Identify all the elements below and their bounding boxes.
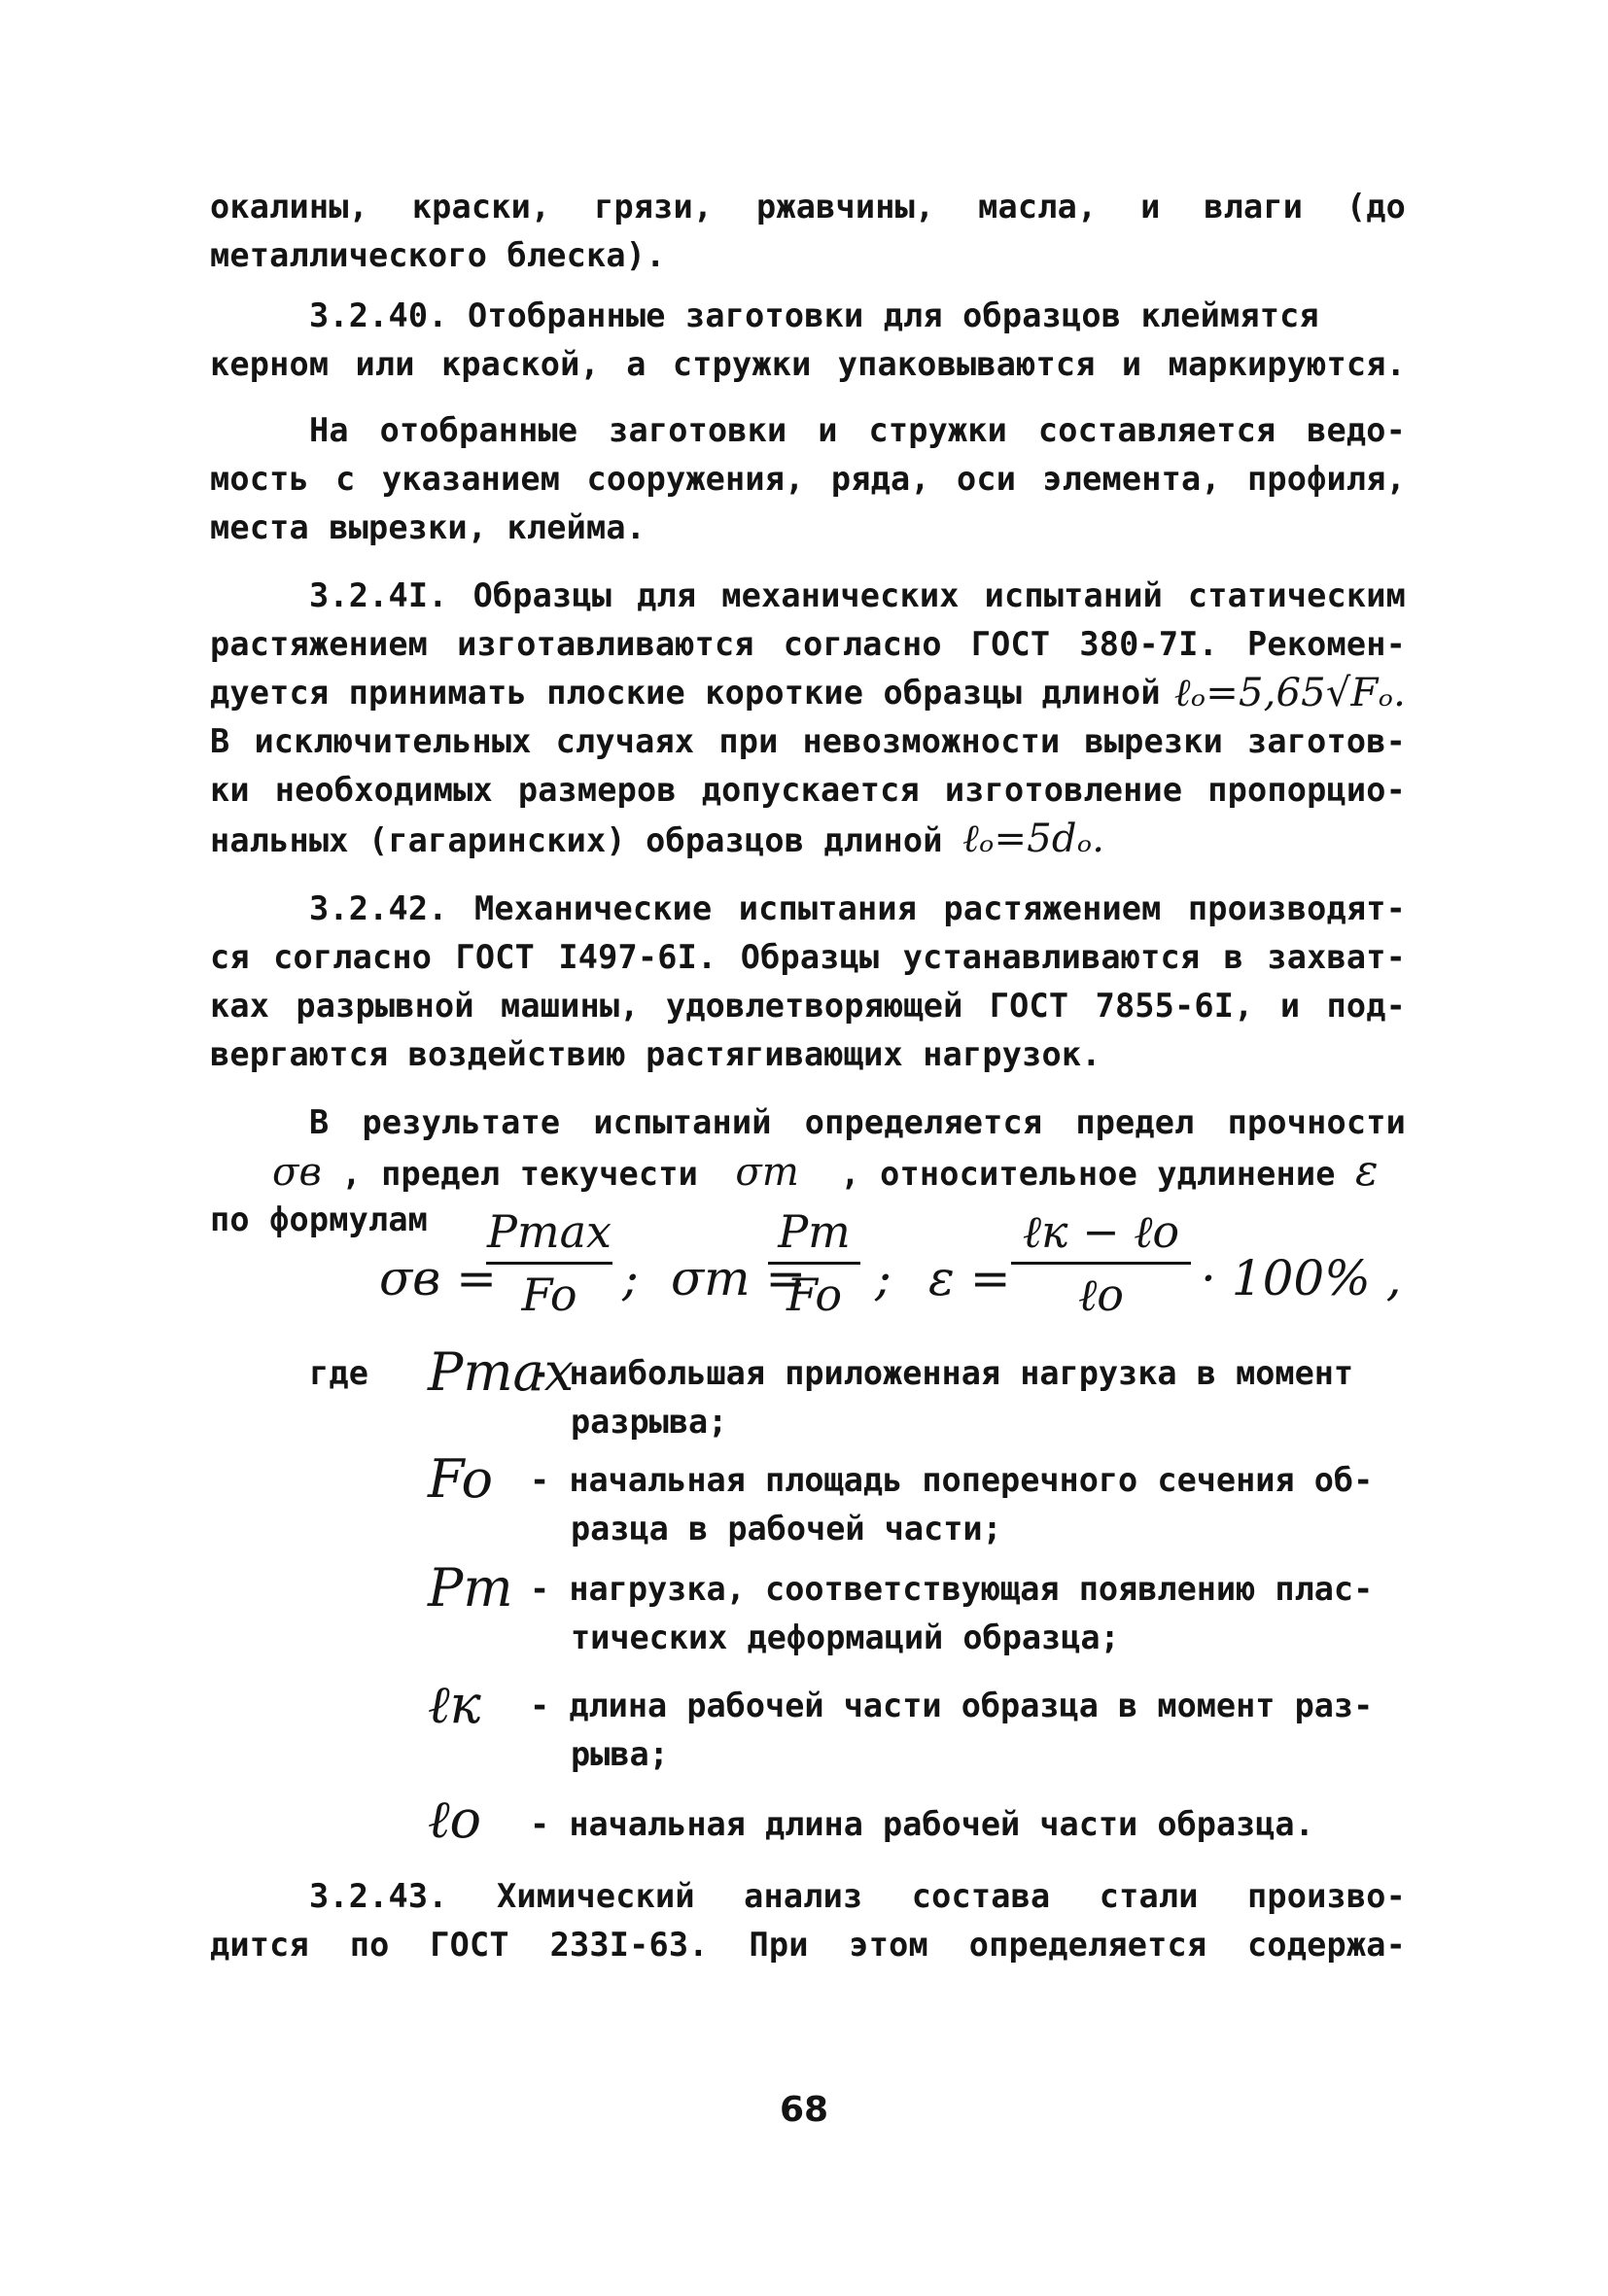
definition-l0: [530, 1800, 1405, 1849]
page-number: 68: [779, 2090, 829, 2130]
fraction-bar: [1011, 1262, 1191, 1265]
text-line: ки необходимых размеров допускается изготовление пропорцио-: [210, 771, 1406, 809]
section-3-2-43-line: 3.2.43. Химический анализ состава стали произво-: [309, 1877, 1406, 1915]
sigma-b-symbol: σв: [272, 1150, 322, 1195]
text-line: В результате испытаний определяется предел прочности: [309, 1103, 1406, 1141]
fraction-bar: [768, 1262, 860, 1265]
section-3-2-42-line: 3.2.42. Механические испытания растяжением производят-: [309, 889, 1406, 927]
text-fragment: , предел текучести: [341, 1155, 699, 1193]
fraction-elongation: [1011, 1205, 1191, 1321]
numerator: Pт: [778, 1205, 851, 1258]
definition-text: - нагрузка, соответствующая появлению плас-: [530, 1570, 1374, 1608]
definition-pmax: [530, 1349, 1405, 1446]
definition-text: разца в рабочей части;: [571, 1510, 1002, 1548]
symbol-lk: ℓк: [428, 1674, 481, 1735]
numerator: Pmax: [487, 1205, 612, 1258]
semicolon: ;: [622, 1250, 639, 1306]
denominator: Fo: [521, 1269, 577, 1321]
text-line: растяжением изготавливаются согласно ГОСТ 380-7I. Рекомен-: [210, 625, 1406, 663]
text-line: вергаются воздействию растягивающих нагрузок.: [210, 1035, 1101, 1073]
sigma-t-symbol: σт: [735, 1150, 800, 1195]
fraction-pmax-f0: [486, 1205, 612, 1321]
text-line: [272, 1147, 1406, 1199]
section-3-2-41-line: 3.2.4I. Образцы для механических испытаний статическим: [309, 576, 1406, 614]
symbol-pt: Pт: [428, 1557, 513, 1618]
text-fragment: , относительное удлинение: [840, 1155, 1336, 1193]
formula-sigma-t: σт =: [671, 1250, 807, 1306]
fraction-bar: [486, 1262, 612, 1265]
text-line: дится по ГОСТ 233I-63. При этом определяется содержа-: [210, 1926, 1406, 1964]
definition-text: - длина рабочей части образца в момент раз-: [530, 1687, 1374, 1724]
definition-text: - начальная длина рабочей части образца.: [530, 1805, 1314, 1843]
text-line: мость с указанием сооружения, ряда, оси элемента, профиля,: [210, 460, 1406, 498]
text-line: ках разрывной машины, удовлетворяющей ГОСТ 7855-6I, и под-: [210, 987, 1406, 1025]
percent-factor: · 100% ,: [1201, 1250, 1402, 1306]
definition-pt: [530, 1565, 1405, 1662]
definition-text: - начальная площадь поперечного сечения об-: [530, 1461, 1374, 1499]
formula-sigma-b: σв =: [379, 1250, 498, 1306]
definition-lk: [530, 1682, 1405, 1779]
text-line: окалины, краски, грязи, ржавчины, масла, и влаги (до: [210, 188, 1406, 226]
section-3-2-40-line: 3.2.40. Отобранные заготовки для образцов клеймятся: [309, 296, 1319, 334]
where-label: где: [309, 1354, 369, 1392]
text-line: [210, 815, 1406, 865]
text-line: места вырезки, клейма.: [210, 508, 647, 546]
definition-f0: [530, 1456, 1405, 1553]
formula-block: [379, 1205, 1402, 1351]
text-line: ся согласно ГОСТ I497-6I. Образцы устанавливаются в захват-: [210, 938, 1406, 976]
semicolon: ;: [875, 1250, 891, 1306]
numerator: ℓк − ℓo: [1022, 1205, 1180, 1258]
definition-text: - наибольшая приложенная нагрузка в момент: [530, 1354, 1354, 1392]
epsilon-symbol: ε: [1355, 1146, 1379, 1196]
denominator: ℓo: [1078, 1269, 1124, 1321]
text-line: [210, 669, 1406, 717]
definition-text: тических деформаций образца;: [571, 1618, 1120, 1656]
symbol-pmax: Pmax: [428, 1341, 575, 1403]
fraction-pt-f0: [768, 1205, 860, 1321]
symbol-f0: Fo: [428, 1448, 494, 1510]
inline-formula: ℓₒ=5dₒ.: [962, 817, 1105, 861]
symbol-l0: ℓo: [428, 1789, 482, 1850]
text-fragment: дуется принимать плоские короткие образцы длиной: [210, 674, 1161, 712]
text-line: В исключительных случаях при невозможности вырезки заготов-: [210, 722, 1406, 760]
denominator: Fo: [786, 1269, 843, 1321]
text-fragment: нальных (гагаринских) образцов длиной: [210, 821, 943, 859]
text-line: На отобранные заготовки и стружки составляется ведо-: [309, 411, 1406, 449]
text-line: керном или краской, а стружки упаковываются и маркируются.: [210, 345, 1406, 383]
formula-epsilon: ε =: [928, 1250, 1011, 1306]
definition-text: рыва;: [571, 1735, 669, 1773]
inline-formula: ℓₒ=5,65√Fₒ.: [1173, 671, 1406, 715]
text-line: металлического блеска).: [210, 236, 666, 274]
definition-text: разрыва;: [571, 1403, 728, 1441]
text-line: по формулам: [210, 1200, 429, 1238]
